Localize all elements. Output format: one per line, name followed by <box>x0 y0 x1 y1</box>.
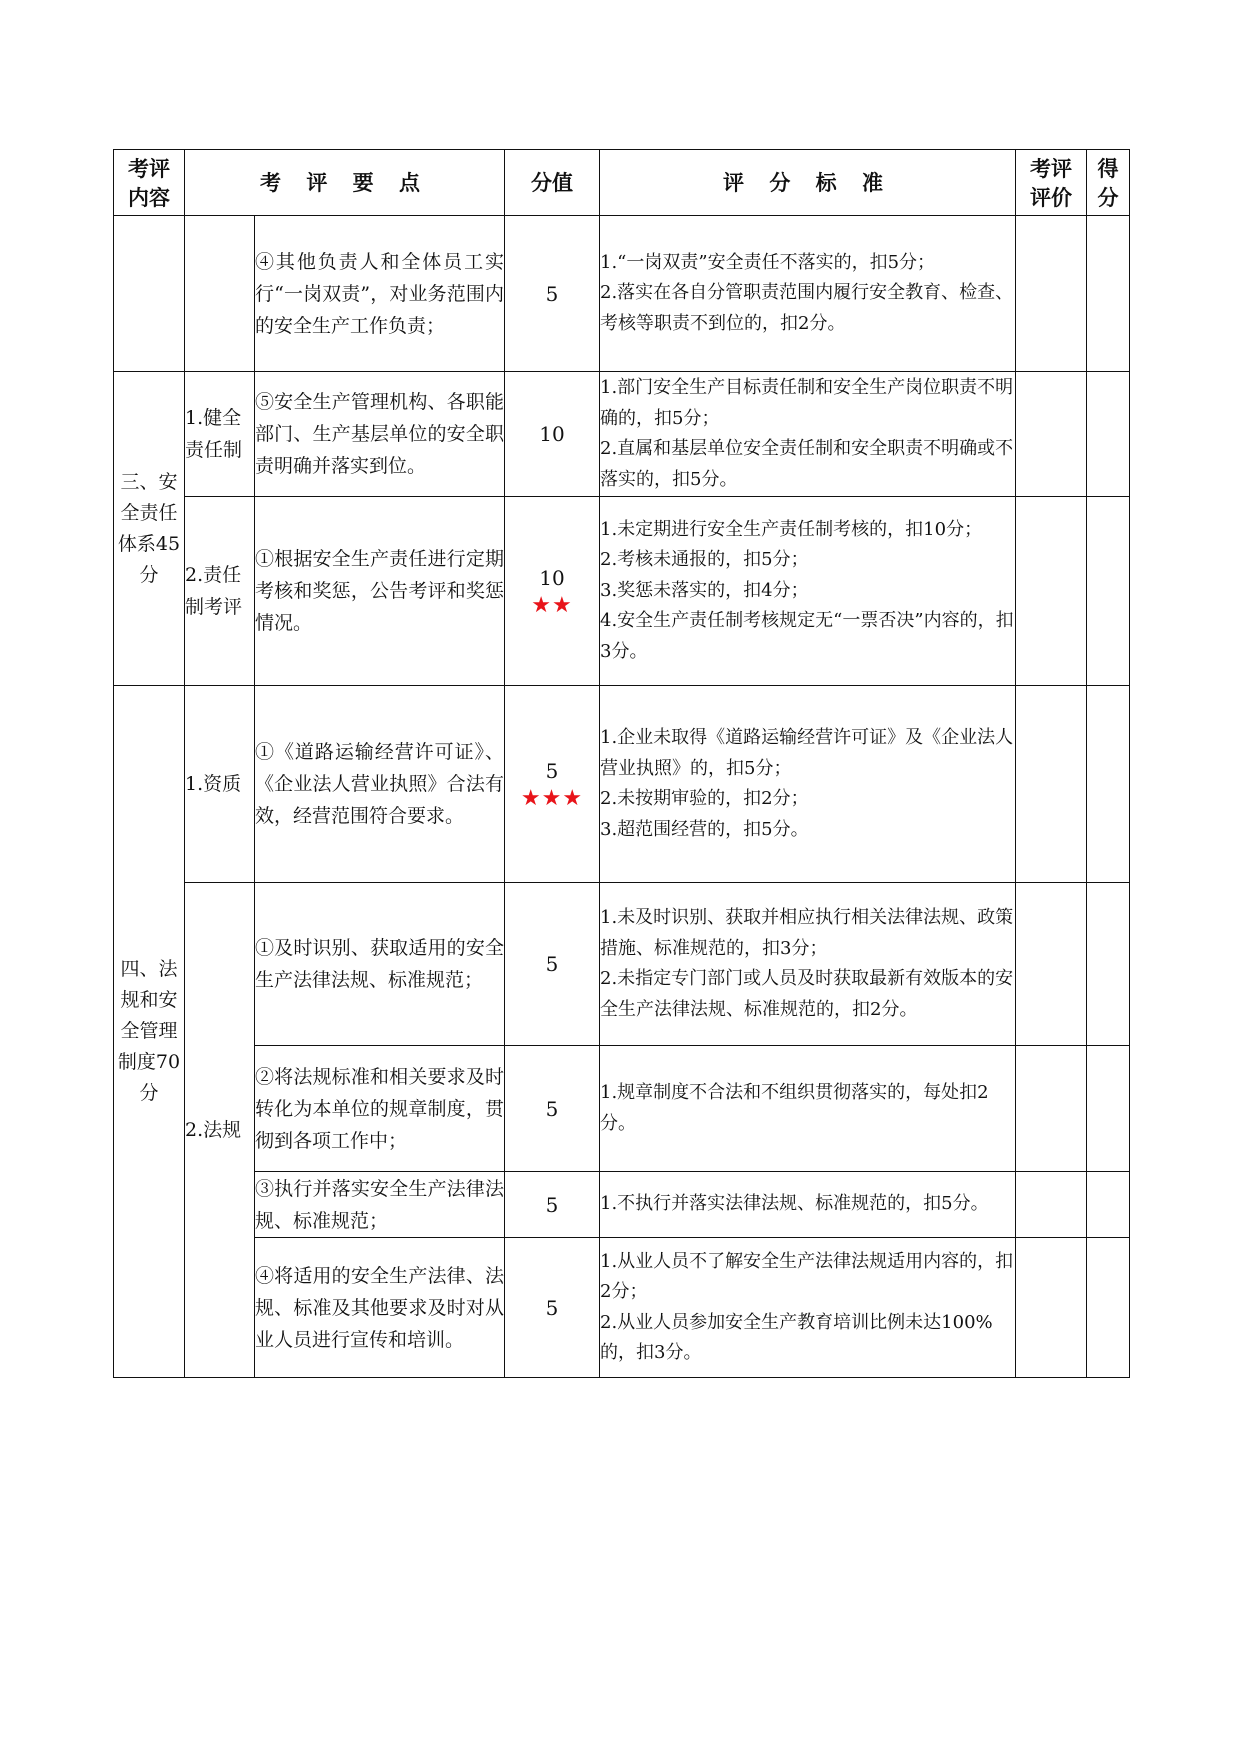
assessment-point: ②将法规标准和相关要求及时转化为本单位的规章制度，贯彻到各项工作中； <box>255 1046 505 1172</box>
star-rating-icon: ★★ <box>531 593 573 618</box>
score-value: 5 <box>545 952 559 976</box>
subcategory-cell: 2.责任制考评 <box>185 497 255 686</box>
header-evaluation <box>1016 150 1087 216</box>
score-cell <box>505 1172 600 1238</box>
assessment-point: ①《道路运输经营许可证》、《企业法人营业执照》合法有效，经营范围符合要求。 <box>255 686 505 883</box>
criteria-item: 1.不执行并落实法律法规、标准规范的，扣5分。 <box>600 1193 989 1215</box>
criteria-item: 1.“一岗双责”安全责任不落实的，扣5分； <box>600 251 936 273</box>
score-value: 10 <box>539 566 565 590</box>
assessment-point: ①根据安全生产责任进行定期考核和奖惩，公告考评和奖惩情况。 <box>255 497 505 686</box>
table-row <box>114 1238 1130 1378</box>
header-row <box>114 150 1130 216</box>
assessment-point: ④将适用的安全生产法律、法规、标准及其他要求及时对从业人员进行宣传和培训。 <box>255 1238 505 1378</box>
score-value: 5 <box>545 1192 559 1217</box>
evaluation-cell <box>1016 1172 1087 1238</box>
result-cell <box>1087 883 1130 1046</box>
header-content-line2: 内容 <box>128 184 170 210</box>
criteria-item: 2.未按期审验的，扣2分； <box>600 788 809 809</box>
criteria-cell <box>600 1238 1016 1378</box>
assessment-table <box>113 149 1130 1378</box>
header-result <box>1087 150 1130 216</box>
evaluation-cell <box>1016 883 1087 1046</box>
criteria-cell <box>600 883 1016 1046</box>
header-evaluation-line2: 评价 <box>1030 184 1072 210</box>
header-evaluation-line1: 考评 <box>1030 155 1072 181</box>
score-value: 10 <box>539 422 565 446</box>
assessment-point: ①及时识别、获取适用的安全生产法律法规、标准规范； <box>255 883 505 1046</box>
header-result-line1: 得 <box>1097 155 1119 181</box>
header-points: 考 评 要 点 <box>185 150 505 216</box>
criteria-item: 2.直属和基层单位安全责任制和安全职责不明确或不落实的，扣5分。 <box>600 438 1014 490</box>
criteria-cell <box>600 686 1016 883</box>
evaluation-cell <box>1016 1238 1087 1378</box>
table-row <box>114 686 1130 883</box>
criteria-item: 3.奖惩未落实的，扣4分； <box>600 579 809 601</box>
criteria-item: 1.规章制度不合法和不组织贯彻落实的，每处扣2分。 <box>600 1082 989 1134</box>
score-cell <box>505 1238 600 1378</box>
result-cell <box>1087 497 1130 686</box>
result-cell <box>1087 1046 1130 1172</box>
sub-cell-empty <box>185 216 255 372</box>
table-row <box>114 216 1130 372</box>
score-value: 5 <box>545 759 559 783</box>
header-content-line1: 考评 <box>128 155 170 181</box>
criteria-item: 4.安全生产责任制考核规定无“一票否决”内容的，扣3分。 <box>600 610 1014 662</box>
score-cell <box>505 686 600 883</box>
score-value: 5 <box>545 281 559 306</box>
header-content <box>114 150 185 216</box>
criteria-item: 1.未定期进行安全生产责任制考核的，扣10分； <box>600 518 983 540</box>
score-cell <box>505 216 600 372</box>
result-cell <box>1087 686 1130 883</box>
result-cell <box>1087 1238 1130 1378</box>
evaluation-cell <box>1016 497 1087 686</box>
evaluation-cell <box>1016 216 1087 372</box>
criteria-item: 3.超范围经营的，扣5分。 <box>600 818 809 840</box>
assessment-point: ④其他负责人和全体员工实行“一岗双责”，对业务范围内的安全生产工作负责； <box>255 216 505 372</box>
criteria-item: 2.从业人员参加安全生产教育培训比例未达100%的，扣3分。 <box>600 1311 993 1363</box>
evaluation-cell <box>1016 686 1087 883</box>
score-cell <box>505 883 600 1046</box>
result-cell <box>1087 372 1130 497</box>
evaluation-cell <box>1016 1046 1087 1172</box>
header-score: 分值 <box>505 150 600 216</box>
result-cell <box>1087 216 1130 372</box>
table-row <box>114 497 1130 686</box>
criteria-item: 1.企业未取得《道路运输经营许可证》及《企业法人营业执照》的，扣5分； <box>600 727 1014 779</box>
score-cell <box>505 497 600 686</box>
subcategory-cell: 2.法规 <box>185 883 255 1378</box>
criteria-item: 2.未指定专门部门或人员及时获取最新有效版本的安全生产法律法规、标准规范的，扣2分。 <box>600 968 1014 1020</box>
subcategory-cell: 1.资质 <box>185 686 255 883</box>
criteria-item: 1.部门安全生产目标责任制和安全生产岗位职责不明确的，扣5分； <box>600 377 1014 429</box>
criteria-item: 1.未及时识别、获取并相应执行相关法律法规、政策措施、标准规范的，扣3分； <box>600 907 1014 959</box>
score-value: 5 <box>545 1295 559 1320</box>
table-row <box>114 883 1130 1046</box>
criteria-cell <box>600 1046 1016 1172</box>
subcategory-cell: 1.健全责任制 <box>185 372 255 497</box>
result-cell <box>1087 1172 1130 1238</box>
table-row <box>114 372 1130 497</box>
header-result-line2: 分 <box>1097 184 1119 210</box>
score-cell <box>505 1046 600 1172</box>
assessment-point: ③执行并落实安全生产法律法规、标准规范； <box>255 1172 505 1238</box>
table-row <box>114 1046 1130 1172</box>
criteria-cell <box>600 497 1016 686</box>
score-cell <box>505 372 600 497</box>
assessment-page <box>113 149 1130 1378</box>
assessment-point: ⑤安全生产管理机构、各职能部门、生产基层单位的安全职责明确并落实到位。 <box>255 372 505 497</box>
category-cell-empty <box>114 216 185 372</box>
criteria-item: 2.考核未通报的，扣5分； <box>600 549 809 571</box>
star-rating-icon: ★★★ <box>520 786 584 811</box>
score-value: 5 <box>545 1096 559 1121</box>
evaluation-cell <box>1016 372 1087 497</box>
criteria-item: 1.从业人员不了解安全生产法律法规适用内容的，扣2分； <box>600 1250 1014 1302</box>
criteria-cell <box>600 1172 1016 1238</box>
criteria-item: 2.落实在各自分管职责范围内履行安全教育、检查、考核等职责不到位的，扣2分。 <box>600 282 1014 334</box>
criteria-cell <box>600 372 1016 497</box>
table-row <box>114 1172 1130 1238</box>
category-cell: 四、法规和安全管理制度70分 <box>114 686 185 1378</box>
category-cell: 三、安全责任体系45分 <box>114 372 185 686</box>
header-criteria: 评 分 标 准 <box>600 150 1016 216</box>
criteria-cell <box>600 216 1016 372</box>
